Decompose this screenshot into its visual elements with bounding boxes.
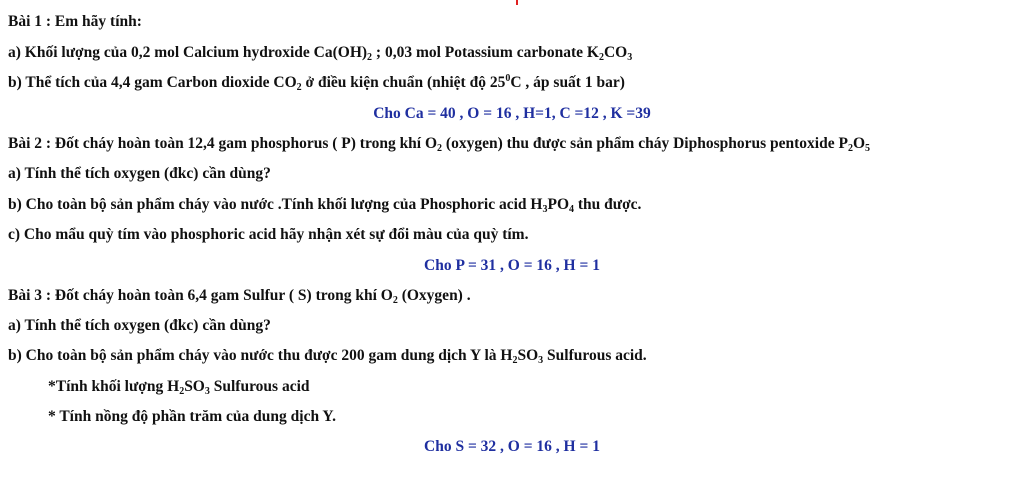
exercise-2-part-c: c) Cho mẩu quỳ tím vào phosphoric acid hãy nhận xét sự đổi màu của quỳ tím.	[8, 226, 529, 243]
exercise-1-part-b: b) Thể tích của 4,4 gam Carbon dioxide $CO_2$ ở điều kiện chuẩn (nhiệt độ $25^0C$ , áp suất 1 bar)	[8, 73, 625, 93]
exercise-1-given: Cho Ca = 40 , O = 16 , H=1, C =12 , K =39	[373, 105, 651, 122]
exercise-1-part-a: a) Khối lượng của 0,2 mol Calcium hydroxide $Ca(OH)_2$ ; 0,03 mol Potassium carbonate $K_2CO_3$	[8, 44, 633, 63]
exercise-2-part-b: b) Cho toàn bộ sản phẩm cháy vào nước .Tính khối lượng của Phosphoric acid $H_3PO_4$ thu được.	[8, 196, 642, 215]
exercise-2-part-a: a) Tính thể tích oxygen (đkc) cần dùng?	[8, 165, 271, 182]
red-mark	[516, 0, 518, 5]
exercise-3-given: Cho S = 32 , O = 16 , H = 1	[424, 438, 600, 455]
exercise-2-given: Cho P = 31 , O = 16 , H = 1	[424, 257, 600, 274]
exercise-3-title: Bài 3 : Đốt cháy hoàn toàn 6,4 gam Sulfur ( S) trong khí $O_2$ (Oxygen) .	[8, 287, 471, 306]
exercise-3-part-a: a) Tính thể tích oxygen (đkc) cần dùng?	[8, 317, 271, 334]
exercise-1-title: Bài 1 : Em hãy tính:	[8, 13, 142, 30]
exercise-3-subtask-1: *Tính khối lượng $H_2SO_3$ Sulfurous acid	[48, 378, 310, 397]
exercise-3-part-b: b) Cho toàn bộ sản phẩm cháy vào nước thu được 200 gam dung dịch Y là $H_2SO_3$ Sulfurous acid.	[8, 347, 647, 366]
exercise-2-title: Bài 2 : Đốt cháy hoàn toàn 12,4 gam phosphorus ( P) trong khí $O_2$ (oxygen) thu được sản phẩm cháy Diphosphorus pentoxide $P_2O_5$	[8, 135, 871, 154]
exercise-3-subtask-2: * Tính nồng độ phần trăm của dung dịch Y.	[48, 408, 337, 425]
